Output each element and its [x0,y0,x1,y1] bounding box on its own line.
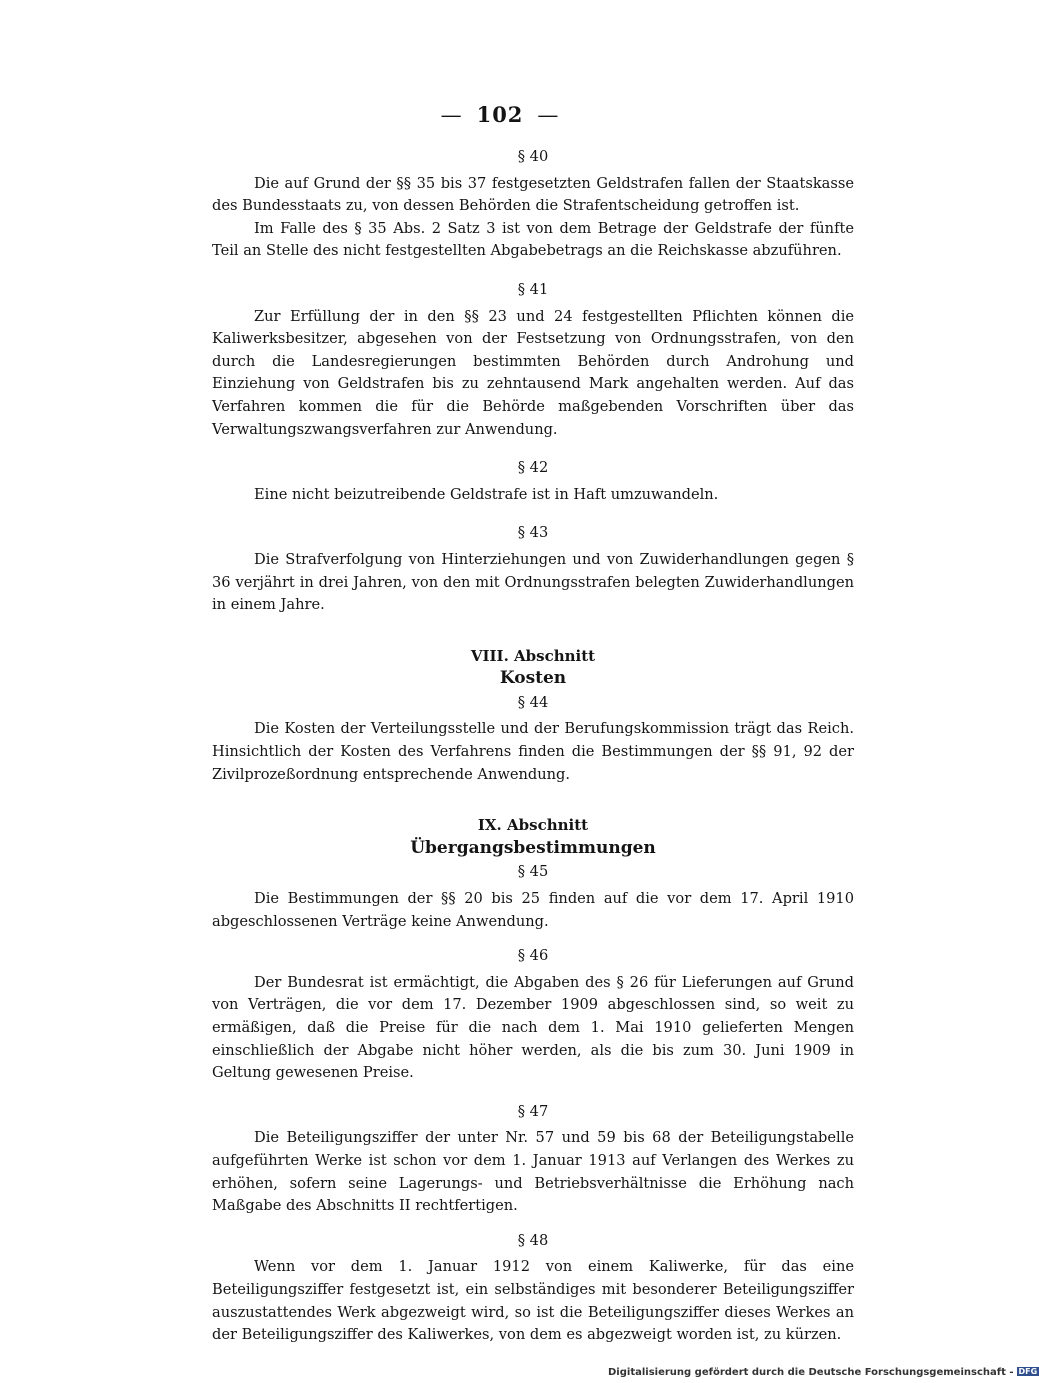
paragraph-41-text-1: Zur Erfüllung der in den §§ 23 und 24 festgestellten Pflichten können die Kaliwerksbesitzer, abgesehen von der Festsetzung von Ordnungsstrafen, von den durch die Landesregierungen bestimmten Behörden durch Androhung und Einziehung von Geldstrafen bis zu zehntausend Mark angehalten werden. Auf das Verfahren kommen die für die Behörde maßgebenden Vorschriften über das Verwaltungszwangsverfahren zur Anwendung. [212,307,854,438]
paragraph-40-text-1: Die auf Grund der §§ 35 bis 37 festgesetzten Geldstrafen fallen der Staatskasse des Bundesstaats zu, von dessen Behörden die Strafentscheidung getroffen ist. [212,174,854,215]
paragraph-heading-48: § 48 [517,1231,549,1249]
section-number-8: VIII. Abschnitt [470,646,596,665]
paragraph-42-text-1: Eine nicht beizutreibende Geldstrafe ist in Haft umzuwandeln. [254,485,719,503]
paragraph-heading-46: § 46 [517,947,549,965]
paragraph-heading-45: § 45 [517,863,549,881]
dfg-logo: DFG [1018,1367,1038,1376]
page-number-value: 102 [476,102,524,127]
page-number-dash-right: — [537,103,560,127]
paragraph-heading-47: § 47 [517,1102,549,1120]
paragraph-47-text-1: Die Beteiligungsziffer der unter Nr. 57 und 59 bis 68 der Beteiligungstabelle aufgeführten Werke ist schon vor dem 1. Januar 1913 auf Verlangen des Werkes zu erhöhen, sofern seine Lagerungs- und Betriebsverhältnisse die Erhöhung nach Maßgabe des Abschnitts II rechtfertigen. [212,1129,854,1215]
paragraph-45-text-1: Die Bestimmungen der §§ 20 bis 25 finden auf die vor dem 17. April 1910 abgeschlossenen Verträge keine Anwendung. [212,890,854,930]
section-title-kosten: Kosten [499,668,567,689]
page-number-dash-left: — [440,103,463,127]
paragraph-46-text-1: Der Bundesrat ist ermächtigt, die Abgaben des § 26 für Lieferungen auf Grund von Verträgen, die vor dem 17. Dezember 1909 abgeschlossen sind, so weit zu ermäßigen, daß die Preise für die nach dem 1. Mai 1910 gelieferten Mengen einschließlich der Abgabe nicht höher werden, als die bis zum 30. Juni 1909 in Geltung gewesenen Preise. [212,973,854,1082]
paragraph-44-text-1: Die Kosten der Verteilungsstelle und der Berufungskommission trägt das Reich. Hinsichtlich der Kosten des Verfahrens finden die Bestimmungen der §§ 91, 92 der Zivilprozeßordnung entsprechende Anwendung. [212,720,854,783]
paragraph-heading-41: § 41 [517,280,549,298]
paragraph-40-text-2: Im Falle des § 35 Abs. 2 Satz 3 ist von dem Betrage der Geldstrafe der fünfte Teil an Stelle des nicht festgestellten Abgabebetrags an die Reichskasse abzuführen. [212,219,854,260]
footer-text: Digitalisierung gefördert durch die Deutsche Forschungsgemeinschaft - [608,1367,1014,1378]
document-body [212,146,854,1347]
paragraph-heading-42: § 42 [517,459,549,477]
paragraph-43-text-1: Die Strafverfolgung von Hinterziehungen und von Zuwiderhandlungen gegen § 36 verjährt in drei Jahren, von den mit Ordnungsstrafen belegten Zuwiderhandlungen in einem Jahre. [212,550,854,614]
paragraph-48-text-1: Wenn vor dem 1. Januar 1912 von einem Kaliwerke, für das eine Beteiligungsziffer festgesetzt ist, ein selbständiges mit besonderer Beteiligungsziffer auszustattendes Werk abgezweigt wird, so ist die Beteiligungsziffer dieses Werkes an der Beteiligungsziffer des Kaliwerkes, von dem es abgezweigt worden ist, zu kürzen. [212,1258,854,1344]
section-number-9: IX. Abschnitt [477,816,589,835]
digitization-footer [608,1367,1039,1378]
paragraph-heading-40: § 40 [517,148,549,165]
section-title-uebergangsbestimmungen: Übergangsbestimmungen [410,837,656,858]
page-number [0,102,1000,127]
paragraph-heading-43: § 43 [517,524,549,542]
paragraph-heading-44: § 44 [517,693,549,711]
